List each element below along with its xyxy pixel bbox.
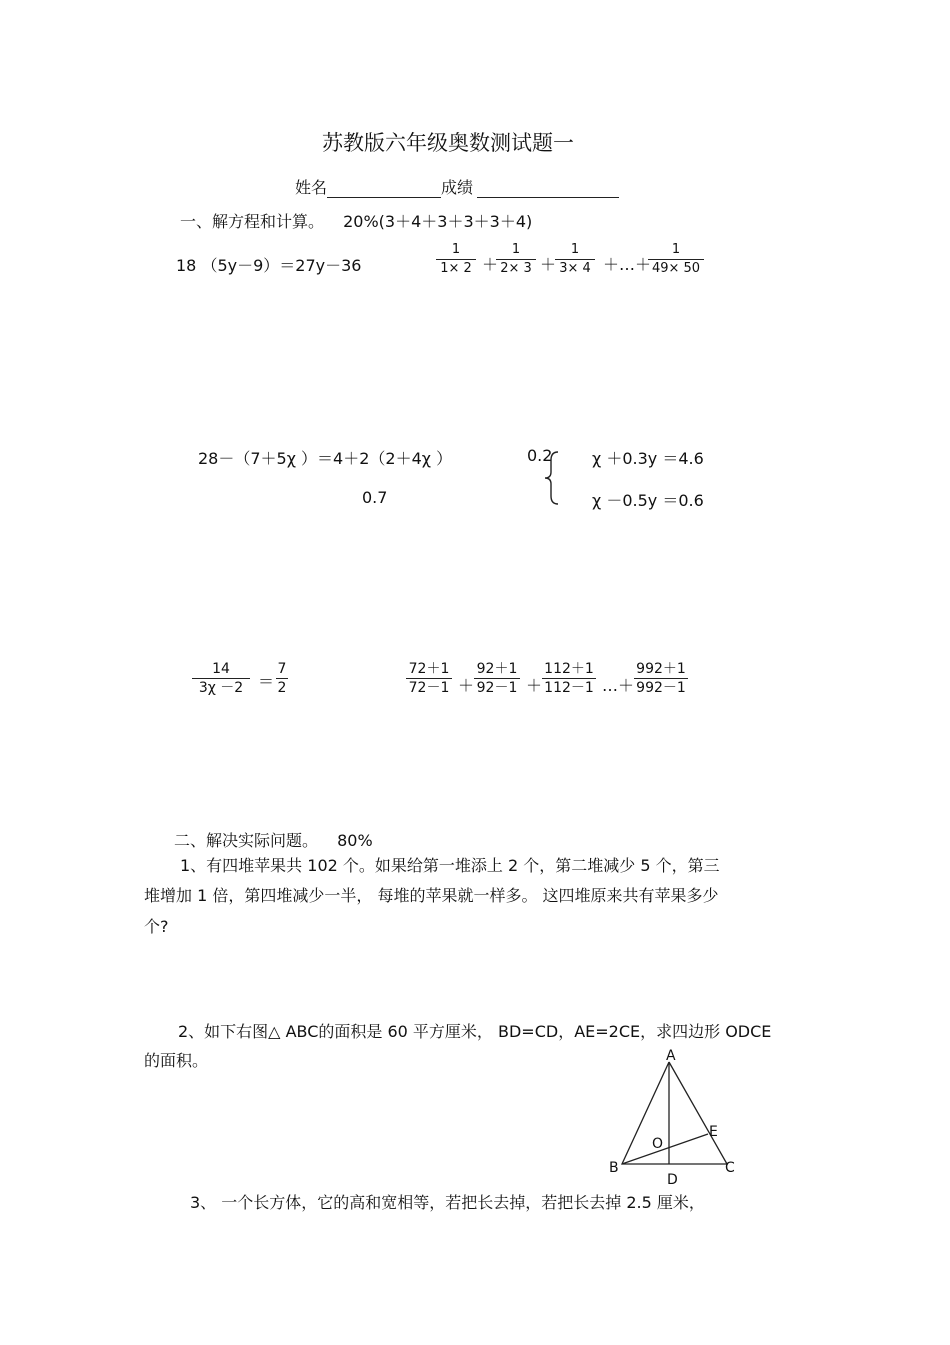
eq3-fraction-rhs bbox=[276, 661, 288, 696]
student-info-line bbox=[295, 175, 619, 198]
name-label: 姓名 bbox=[295, 178, 328, 197]
plus-sign: ＋ bbox=[458, 676, 475, 695]
section2-title: 二、解决实际问题。 bbox=[174, 831, 319, 850]
fraction-denominator: 3χ －2 bbox=[198, 680, 244, 696]
sum1-fraction-3 bbox=[555, 242, 595, 277]
problem-3-line-1: 3、 一个长方体，它的高和宽相等，若把长去掉，若把长去掉 2.5 厘米， bbox=[190, 1193, 705, 1212]
fraction-numerator: 1 bbox=[451, 242, 461, 257]
fraction-numerator: 1 bbox=[671, 242, 681, 257]
section2-points: 80% bbox=[337, 831, 373, 850]
point-label-a: A bbox=[666, 1048, 676, 1064]
fraction-denominator: 2 bbox=[277, 680, 287, 696]
ellipsis-plus: …＋ bbox=[602, 676, 635, 695]
system-coef-top: 0.2 bbox=[527, 446, 553, 465]
section1-points: 20%(3＋4＋3＋3＋3＋4) bbox=[343, 212, 533, 231]
score-field[interactable] bbox=[477, 180, 619, 198]
plus-sign: ＋ bbox=[526, 676, 543, 695]
fraction-numerator: 112＋1 bbox=[544, 661, 594, 677]
fraction-numerator: 92＋1 bbox=[476, 661, 518, 677]
fraction-denominator: 3× 4 bbox=[559, 261, 591, 276]
sum2-fraction-2 bbox=[474, 661, 520, 696]
fraction-denominator: 49× 50 bbox=[651, 261, 701, 276]
point-label-o: O bbox=[652, 1136, 664, 1152]
equation-1: 18 （5y－9）＝27y－36 bbox=[176, 256, 362, 275]
ellipsis-plus: ＋…＋ bbox=[603, 255, 652, 274]
plus-sign: ＋ bbox=[540, 255, 557, 274]
fraction-numerator: 7 bbox=[277, 661, 287, 677]
left-brace-icon bbox=[543, 450, 563, 506]
system-line-1: χ ＋0.3y ＝4.6 bbox=[592, 449, 704, 468]
fraction-denominator: 1× 2 bbox=[440, 261, 472, 276]
point-label-c: C bbox=[725, 1160, 735, 1176]
equation-2: 28－（7＋5χ ）＝4＋2（2＋4χ ） bbox=[198, 449, 453, 468]
fraction-denominator: 92－1 bbox=[476, 680, 518, 696]
fraction-numerator: 14 bbox=[212, 661, 230, 677]
sum2-fraction-4 bbox=[634, 661, 688, 696]
equals-sign: ＝ bbox=[258, 672, 275, 691]
fraction-denominator: 72－1 bbox=[408, 680, 450, 696]
sum1-fraction-1 bbox=[436, 242, 476, 277]
fraction-numerator: 72＋1 bbox=[408, 661, 450, 677]
problem-1-line-3: 个? bbox=[144, 917, 169, 936]
fraction-numerator: 1 bbox=[511, 242, 521, 257]
point-label-d: D bbox=[667, 1172, 678, 1188]
segment-be bbox=[622, 1134, 708, 1164]
page-title: 苏教版六年级奥数测试题一 bbox=[322, 131, 574, 155]
eq3-fraction-lhs bbox=[192, 661, 250, 696]
plus-sign: ＋ bbox=[482, 255, 499, 274]
triangle-outline bbox=[622, 1062, 727, 1164]
point-label-b: B bbox=[609, 1160, 619, 1176]
sum1-fraction-4 bbox=[648, 242, 704, 277]
section1-title: 一、解方程和计算。 bbox=[180, 212, 325, 231]
problem-2-line-2: 的面积。 bbox=[144, 1051, 209, 1070]
fraction-numerator: 992＋1 bbox=[636, 661, 686, 677]
section1-heading bbox=[180, 209, 532, 232]
problem-2-line-1: 2、如下右图△ ABC的面积是 60 平方厘米， BD=CD，AE=2CE，求四边形 ODCE bbox=[178, 1022, 772, 1041]
sum2-fraction-1 bbox=[406, 661, 452, 696]
system-coef-bottom: 0.7 bbox=[362, 488, 388, 507]
fraction-denominator: 992－1 bbox=[636, 680, 686, 696]
point-label-e: E bbox=[709, 1124, 718, 1140]
score-label: 成绩 bbox=[441, 178, 474, 197]
fraction-denominator: 112－1 bbox=[544, 680, 594, 696]
fraction-numerator: 1 bbox=[570, 242, 580, 257]
sum1-fraction-2 bbox=[496, 242, 536, 277]
name-field[interactable] bbox=[327, 180, 441, 198]
section2-heading bbox=[174, 828, 373, 851]
system-line-2: χ －0.5y ＝0.6 bbox=[592, 491, 704, 510]
fraction-denominator: 2× 3 bbox=[500, 261, 532, 276]
problem-1-line-1: 1、有四堆苹果共 102 个。如果给第一堆添上 2 个，第二堆减少 5 个，第三 bbox=[180, 856, 720, 875]
problem-1-line-2: 堆增加 1 倍，第四堆减少一半， 每堆的苹果就一样多。 这四堆原来共有苹果多少 bbox=[144, 886, 719, 905]
sum2-fraction-3 bbox=[542, 661, 596, 696]
